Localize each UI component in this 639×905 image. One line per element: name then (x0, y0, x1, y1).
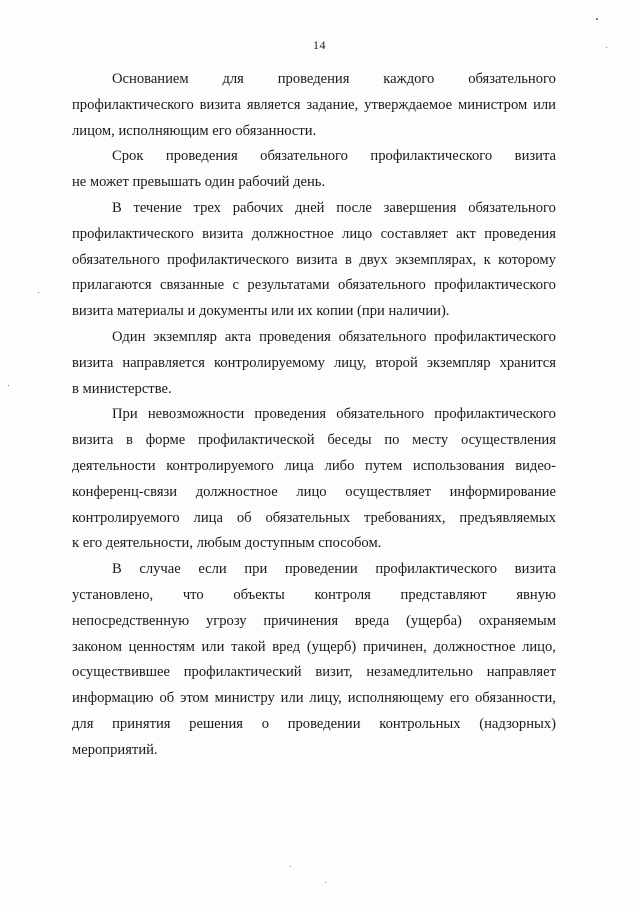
text-line: Основанием для проведения каждого обязательного (112, 71, 556, 87)
text-line: установлено, что объекты контроля представляют явную (72, 586, 556, 603)
text-line: В течение трех рабочих дней после завершения обязательного (112, 199, 556, 216)
text-line: При невозможности проведения обязательного профилактического (112, 406, 556, 423)
scan-speck (596, 18, 598, 20)
text-line: информацию об этом министру или лицу, исполняющему его обязанности, (72, 690, 556, 707)
text-line: профилактического визита должностное лицо составляет акт проведения (72, 225, 556, 242)
text-line: профилактического визита является задание, утверждаемое министром или (72, 96, 556, 113)
text-line: визита в форме профилактической беседы по месту осуществления (72, 432, 556, 449)
text-line: к его деятельности, любым доступным способом. (72, 535, 382, 552)
text-line: законом ценностям или такой вред (ущерб) причинен, должностное лицо, (72, 638, 556, 655)
text-line: осуществившее профилактический визит, незамедлительно направляет (72, 664, 556, 681)
paragraph (72, 325, 556, 402)
text-line: конференц-связи должностное лицо осуществляет информирование (72, 483, 556, 500)
scan-speck (8, 385, 9, 386)
text-line: обязательного профилактического визита в двух экземплярах, к которому (72, 251, 556, 268)
text-line: Срок проведения обязательного профилактического визита (112, 148, 556, 165)
paragraph (72, 196, 556, 325)
document-body (72, 67, 556, 764)
page-number: 14 (313, 38, 326, 52)
text-line: лицом, исполняющим его обязанности. (72, 122, 317, 139)
text-line: непосредственную угрозу причинения вреда (ущерба) охраняемым (72, 612, 556, 629)
paragraph (72, 67, 556, 144)
text-line: контролируемого лица об обязательных требованиях, предъявляемых (72, 509, 556, 526)
text-line: в министерстве. (72, 380, 172, 397)
paragraph (72, 144, 556, 196)
text-line: визита материалы и документы или их копии (при наличии). (72, 303, 450, 320)
text-line: для принятия решения о проведении контрольных (надзорных) (72, 715, 556, 732)
scan-speck (290, 866, 291, 867)
text-line: не может превышать один рабочий день. (72, 174, 326, 191)
paragraph (72, 557, 556, 763)
text-line: мероприятий. (72, 741, 158, 758)
text-line: визита направляется контролируемому лицу, второй экземпляр хранится (72, 354, 556, 371)
scan-speck (606, 47, 607, 48)
text-line: В случае если при проведении профилактического визита (112, 561, 556, 578)
text-line: деятельности контролируемого лица либо путем использования видео- (72, 457, 556, 474)
scan-speck (325, 882, 326, 883)
paragraph (72, 402, 556, 557)
text-line: Один экземпляр акта проведения обязательного профилактического (112, 328, 556, 345)
scan-speck (38, 292, 39, 293)
text-line: прилагаются связанные с результатами обязательного профилактического (72, 277, 556, 294)
